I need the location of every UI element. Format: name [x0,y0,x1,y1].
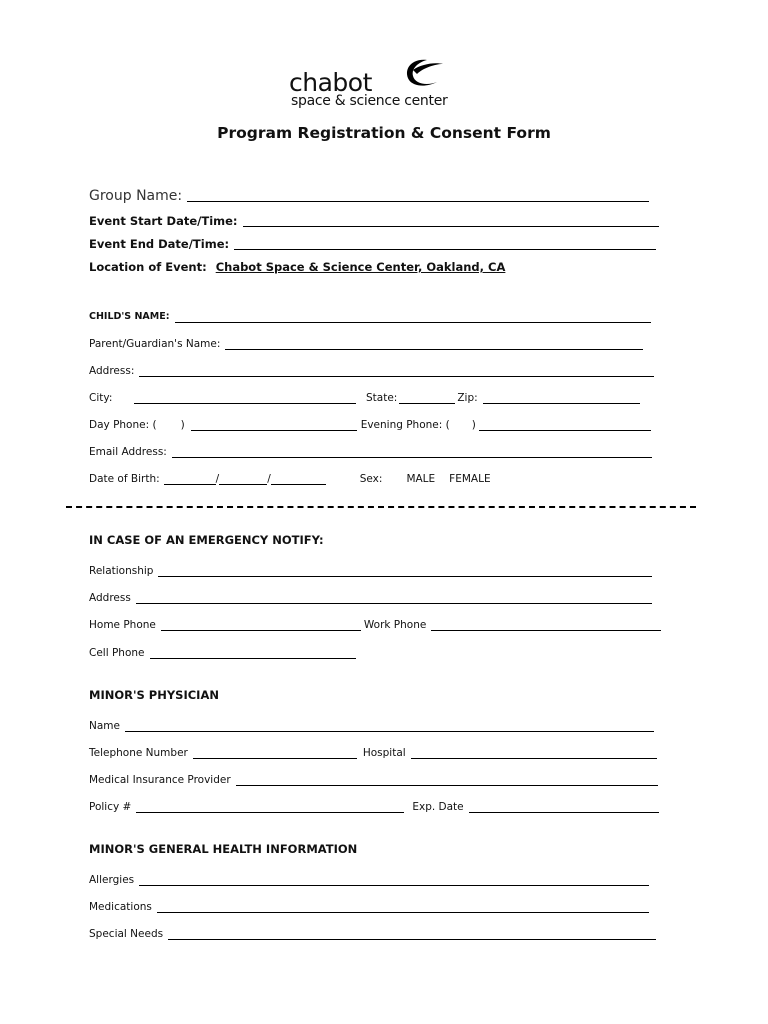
dob-day-field[interactable] [219,473,267,485]
logo-name: chabot [289,68,372,97]
medications-label: Medications [89,901,152,913]
health-heading: MINOR'S GENERAL HEALTH INFORMATION [89,842,358,856]
allergies-label: Allergies [89,874,135,886]
relationship-row [89,561,652,577]
relationship-label: Relationship [89,565,154,577]
event-location-label: Location of Event: [89,260,207,274]
cell-phone-field[interactable] [150,647,356,659]
policy-label: Policy # [89,801,132,813]
special-needs-row [89,924,656,940]
dob-separator: / [267,473,271,485]
state-field[interactable] [399,392,455,404]
city-label: City: [89,392,113,404]
policy-row [89,797,659,813]
medications-row [89,897,649,913]
cell-phone-label: Cell Phone [89,647,145,659]
city-field[interactable] [134,392,356,404]
zip-field[interactable] [483,392,640,404]
event-location-row [89,257,505,273]
guardian-row [89,334,643,350]
emergency-address-row [89,588,652,604]
event-start-label: Event Start Date/Time: [89,214,238,228]
telephone-hospital-row [89,743,657,759]
section-divider [66,506,696,508]
work-phone-field[interactable] [431,619,661,631]
insurance-row [89,770,658,786]
chabot-logo [289,56,489,112]
dob-label: Date of Birth: [89,473,160,485]
day-phone-close: ) [180,419,185,431]
evening-phone-field[interactable] [479,419,651,431]
allergies-row [89,870,649,886]
emergency-address-field[interactable] [136,592,652,604]
day-phone-field[interactable] [191,419,357,431]
emergency-address-label: Address [89,592,131,604]
event-start-field[interactable] [243,215,659,227]
sex-female-option[interactable]: FEMALE [449,473,491,485]
home-phone-field[interactable] [161,619,361,631]
sex-male-option[interactable]: MALE [406,473,436,485]
relationship-field[interactable] [158,565,652,577]
guardian-label: Parent/Guardian's Name: [89,338,221,350]
insurance-label: Medical Insurance Provider [89,774,231,786]
dob-separator: / [215,473,220,485]
special-needs-field[interactable] [168,928,656,940]
child-name-field[interactable] [175,311,651,323]
dob-sex-row [89,469,496,485]
evening-phone-label: Evening Phone: ( [360,419,450,431]
dob-year-field[interactable] [271,473,326,485]
physician-name-row [89,716,654,732]
form-title: Program Registration & Consent Form [217,124,551,142]
physician-telephone-field[interactable] [193,747,357,759]
event-start-row [89,211,659,227]
medications-field[interactable] [157,901,649,913]
child-address-row [89,361,654,377]
state-label: State: [366,392,398,404]
logo-tagline: space & science center [291,93,448,109]
crescent-logo-icon [397,56,445,90]
email-row [89,442,652,458]
day-phone-label: Day Phone: ( [89,419,157,431]
event-end-field[interactable] [234,238,656,250]
child-name-row [89,307,651,323]
event-end-row [89,234,656,250]
exp-date-label: Exp. Date [412,801,464,813]
email-field[interactable] [172,446,652,458]
child-name-label: CHILD'S NAME: [89,311,170,322]
email-label: Email Address: [89,446,167,458]
emergency-phones-row [89,615,661,631]
physician-telephone-label: Telephone Number [89,747,188,759]
event-location-value: Chabot Space & Science Center, Oakland, CA [215,260,506,274]
insurance-field[interactable] [236,774,658,786]
cell-phone-row [89,643,356,659]
zip-label: Zip: [457,392,478,404]
sex-label: Sex: [359,473,383,485]
group-name-label: Group Name: [89,188,183,204]
home-phone-label: Home Phone [89,619,156,631]
emergency-heading: IN CASE OF AN EMERGENCY NOTIFY: [89,533,324,547]
physician-heading: MINOR'S PHYSICIAN [89,688,219,702]
work-phone-label: Work Phone [363,619,427,631]
group-name-field[interactable] [187,190,649,202]
hospital-label: Hospital [362,747,406,759]
allergies-field[interactable] [139,874,649,886]
hospital-field[interactable] [411,747,657,759]
physician-name-label: Name [89,720,120,732]
child-address-label: Address: [89,365,135,377]
city-state-zip-row [89,388,640,404]
group-name-row [89,186,649,202]
policy-field[interactable] [136,801,404,813]
exp-date-field[interactable] [469,801,659,813]
physician-name-field[interactable] [125,720,654,732]
phone-row [89,415,651,431]
dob-month-field[interactable] [164,473,216,485]
child-address-field[interactable] [139,365,654,377]
event-end-label: Event End Date/Time: [89,237,230,251]
special-needs-label: Special Needs [89,928,164,940]
guardian-field[interactable] [225,338,643,350]
evening-phone-close: ) [471,419,476,431]
